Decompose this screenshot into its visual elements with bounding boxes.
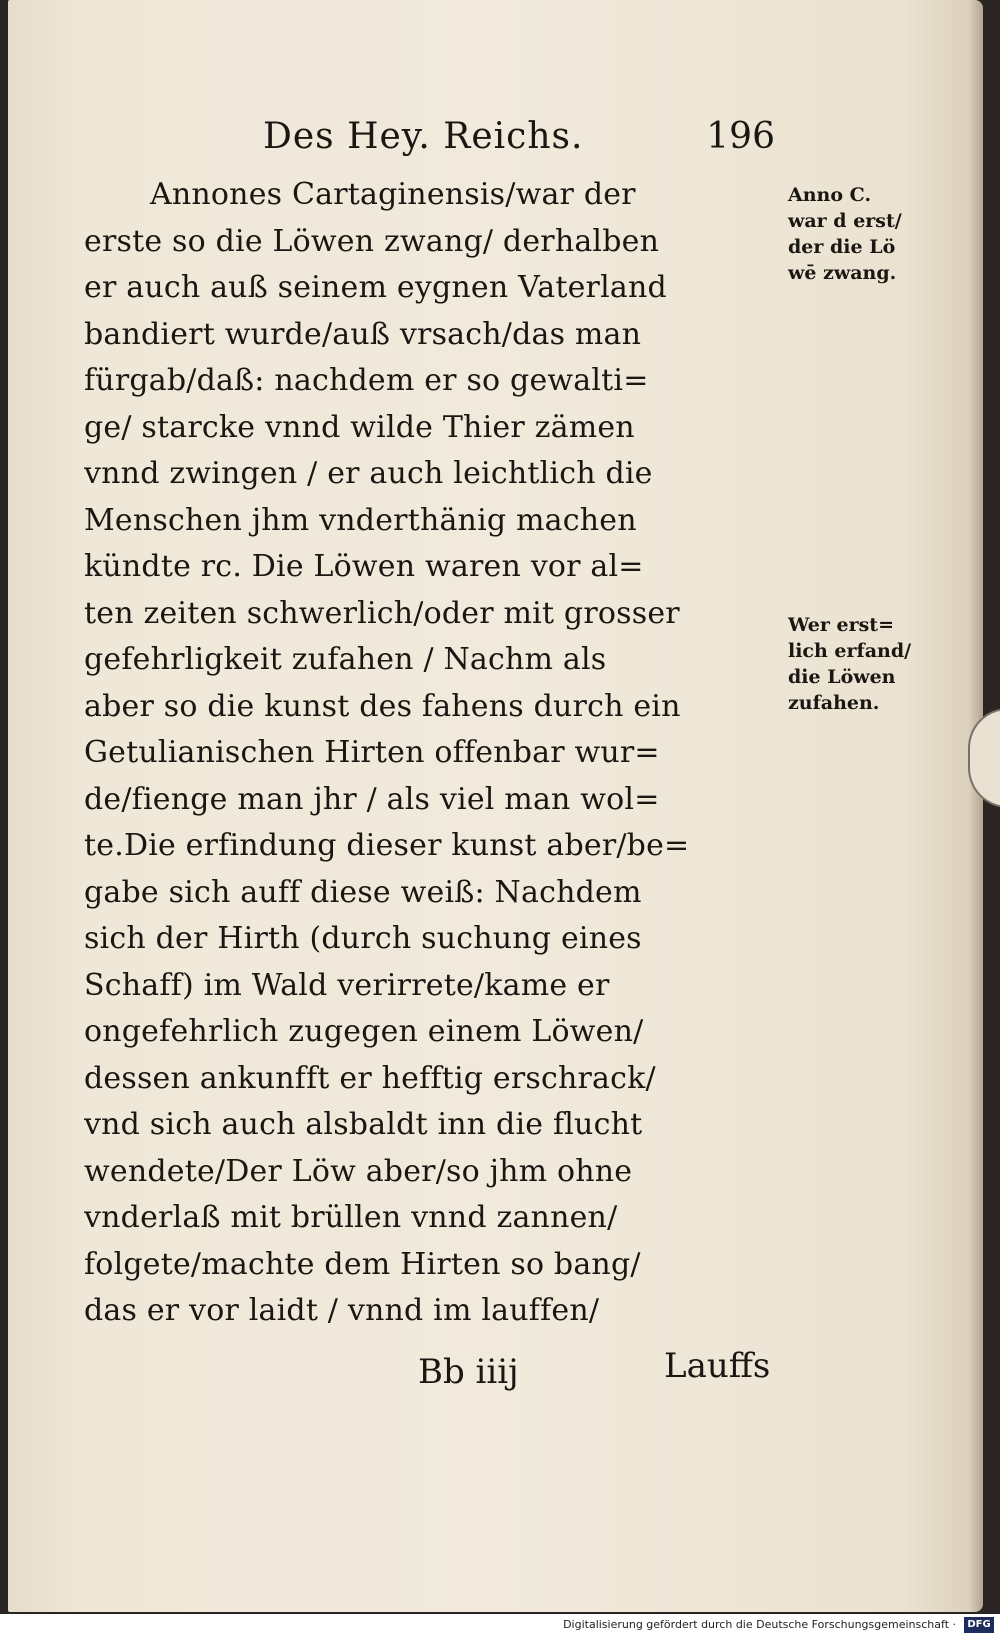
text-line: erste so die Löwen zwang/ derhalben <box>84 223 660 259</box>
margin-note-line: der die Lö <box>788 236 896 258</box>
page-footer <box>0 1346 1000 1402</box>
margin-note-anno <box>788 182 963 286</box>
margin-note-line: Wer erst= <box>788 614 894 636</box>
margin-note-line: die Löwen <box>788 666 896 688</box>
text-line: das er vor laidt / vnnd im lauffen/ <box>84 1293 600 1328</box>
running-header <box>255 116 775 164</box>
text-line: dessen ankunfft er hefftig erschrack/ <box>84 1060 656 1096</box>
credit-bar <box>0 1614 1000 1638</box>
text-line: aber so die kunst des fahens durch ein <box>84 688 681 724</box>
margin-note-line: wē zwang. <box>788 262 897 284</box>
catchword: Lauffs <box>664 1346 771 1386</box>
main-text-block <box>84 172 788 1335</box>
text-line: folgete/machte dem Hirten so bang/ <box>84 1246 641 1282</box>
text-line: vnderlaß mit brüllen vnnd zannen/ <box>84 1200 618 1235</box>
margin-note-loewen <box>788 612 963 716</box>
text-line: Schaff) im Wald verirrete/kame er <box>84 967 610 1003</box>
text-line: gefehrligkeit zufahen / Nachm als <box>84 642 607 677</box>
text-line: er auch auß seinem eygnen Vaterland <box>84 270 667 305</box>
text-line: de/fienge man jhr / als viel man wol= <box>84 781 660 817</box>
text-line: te.Die erfindung dieser kunst aber/be= <box>84 828 690 863</box>
text-line: vnd sich auch alsbaldt inn die flucht <box>84 1107 643 1142</box>
text-line: ongefehrlich zugegen einem Löwen/ <box>84 1014 644 1049</box>
text-line: fürgab/daß: nachdem er so gewalti= <box>84 363 649 398</box>
text-line: wendete/Der Löw aber/so jhm ohne <box>84 1153 633 1189</box>
text-line: Annones Cartaginensis/war der <box>150 177 636 212</box>
text-line: bandiert wurde/auß vrsach/das man <box>84 316 642 352</box>
margin-note-line: lich erfand/ <box>788 640 912 662</box>
text-line: kündte rc. Die Löwen waren vor al= <box>84 549 644 584</box>
text-line: ten zeiten schwerlich/oder mit grosser <box>84 595 680 631</box>
folio-number: 196 <box>706 116 775 157</box>
margin-note-line: war d erst/ <box>788 210 902 232</box>
funding-credit: Digitalisierung gefördert durch die Deutsche Forschungsgemeinschaft · <box>563 1618 956 1631</box>
text-line: sich der Hirth (durch suchung eines <box>84 921 642 956</box>
text-line: Menschen jhm vnderthänig machen <box>84 502 637 538</box>
dfg-logo: DFG <box>964 1617 994 1633</box>
text-line: Getulianischen Hirten offenbar wur= <box>84 735 660 770</box>
text-line: ge/ starcke vnnd wilde Thier zämen <box>84 409 635 445</box>
running-title: Des Hey. Reichs. <box>263 116 584 157</box>
margin-note-line: zufahen. <box>788 692 880 714</box>
signature-mark: Bb iiij <box>418 1352 519 1392</box>
text-line: gabe sich auff diese weiß: Nachdem <box>84 874 642 910</box>
text-line: vnnd zwingen / er auch leichtlich die <box>84 456 653 491</box>
margin-note-line: Anno C. <box>788 184 872 206</box>
